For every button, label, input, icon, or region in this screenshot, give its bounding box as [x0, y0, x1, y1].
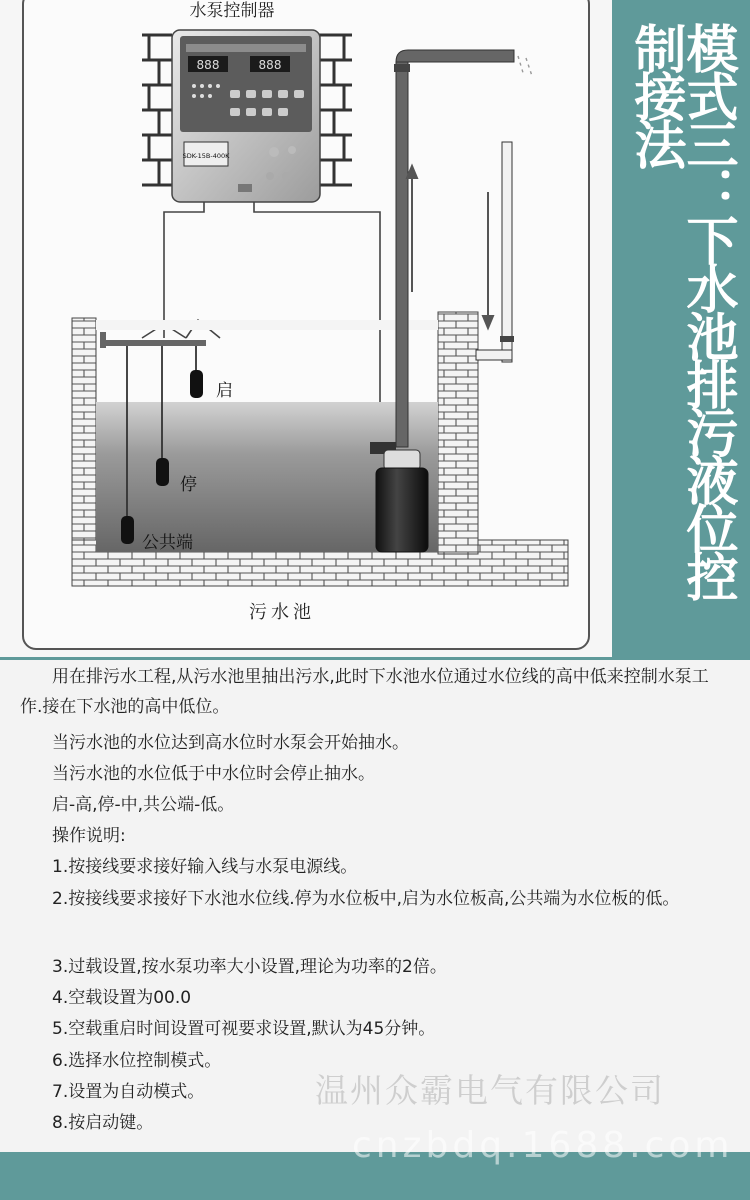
paragraph-low-level: 当污水池的水位低于中水位时会停止抽水。: [52, 764, 375, 784]
step-8: 8.按启动键。: [52, 1113, 154, 1133]
display-right: 888: [258, 58, 282, 72]
paragraph-intro: 用在排污水工程,从污水池里抽出污水,此时下水池水位通过水位线的高中低来控制水泵工作.接在下水池的高中低位。: [20, 667, 709, 717]
controller-title: 水泵控制器: [189, 1, 275, 21]
display-left: 888: [196, 58, 220, 72]
tank-label: 污水池: [249, 602, 315, 623]
watermark-company: 温州众霸电气有限公司: [315, 1071, 665, 1110]
watermark-site: cnzbdq.1688.com: [352, 1125, 734, 1166]
inlet-pipe: [476, 142, 514, 362]
step-1: 1.按接线要求接好输入线与水泵电源线。: [52, 857, 358, 877]
left-radiator-fins: [142, 35, 172, 185]
pump-controller: [172, 30, 320, 202]
float-start: [190, 370, 203, 398]
step-7: 7.设置为自动模式。: [52, 1082, 205, 1102]
side-banner: [612, 0, 750, 660]
left-wall: [72, 318, 96, 554]
step-5: 5.空载重启时间设置可视要求设置,默认为45分钟。: [52, 1019, 436, 1039]
step-2: 2.按接线要求接好下水池水位线.停为水位板中,启为水位板高,公共端为水位板的低。: [52, 889, 680, 909]
banner-title: 模式三：下水池排污液位控制接法: [625, 22, 737, 598]
diagram-frame: [22, 0, 590, 650]
float-bracket: [100, 332, 206, 348]
paragraph-ops-heading: 操作说明:: [52, 826, 126, 846]
paragraph-high-level: 当污水池的水位达到高水位时水泵会开始抽水。: [52, 733, 409, 753]
flow-arrows: [407, 166, 493, 328]
float-start-label: 启: [216, 381, 233, 401]
step-4: 4.空载设置为00.0: [52, 988, 192, 1008]
wiring-diagram: [24, 0, 592, 652]
right-radiator-fins: [319, 35, 352, 185]
model-label: SDK-15B-400K: [182, 152, 230, 160]
paragraph-mapping: 启-高,停-中,共公端-低。: [52, 795, 235, 815]
float-stop-label: 停: [180, 475, 197, 495]
float-stop: [156, 458, 169, 486]
step-3: 3.过载设置,按水泵功率大小设置,理论为功率的2倍。: [52, 957, 447, 977]
step-6: 6.选择水位控制模式。: [52, 1051, 222, 1071]
right-wall: [438, 312, 478, 554]
float-common: [121, 516, 134, 544]
common-label: 公共端: [142, 533, 193, 553]
diagram-panel: [0, 0, 612, 660]
